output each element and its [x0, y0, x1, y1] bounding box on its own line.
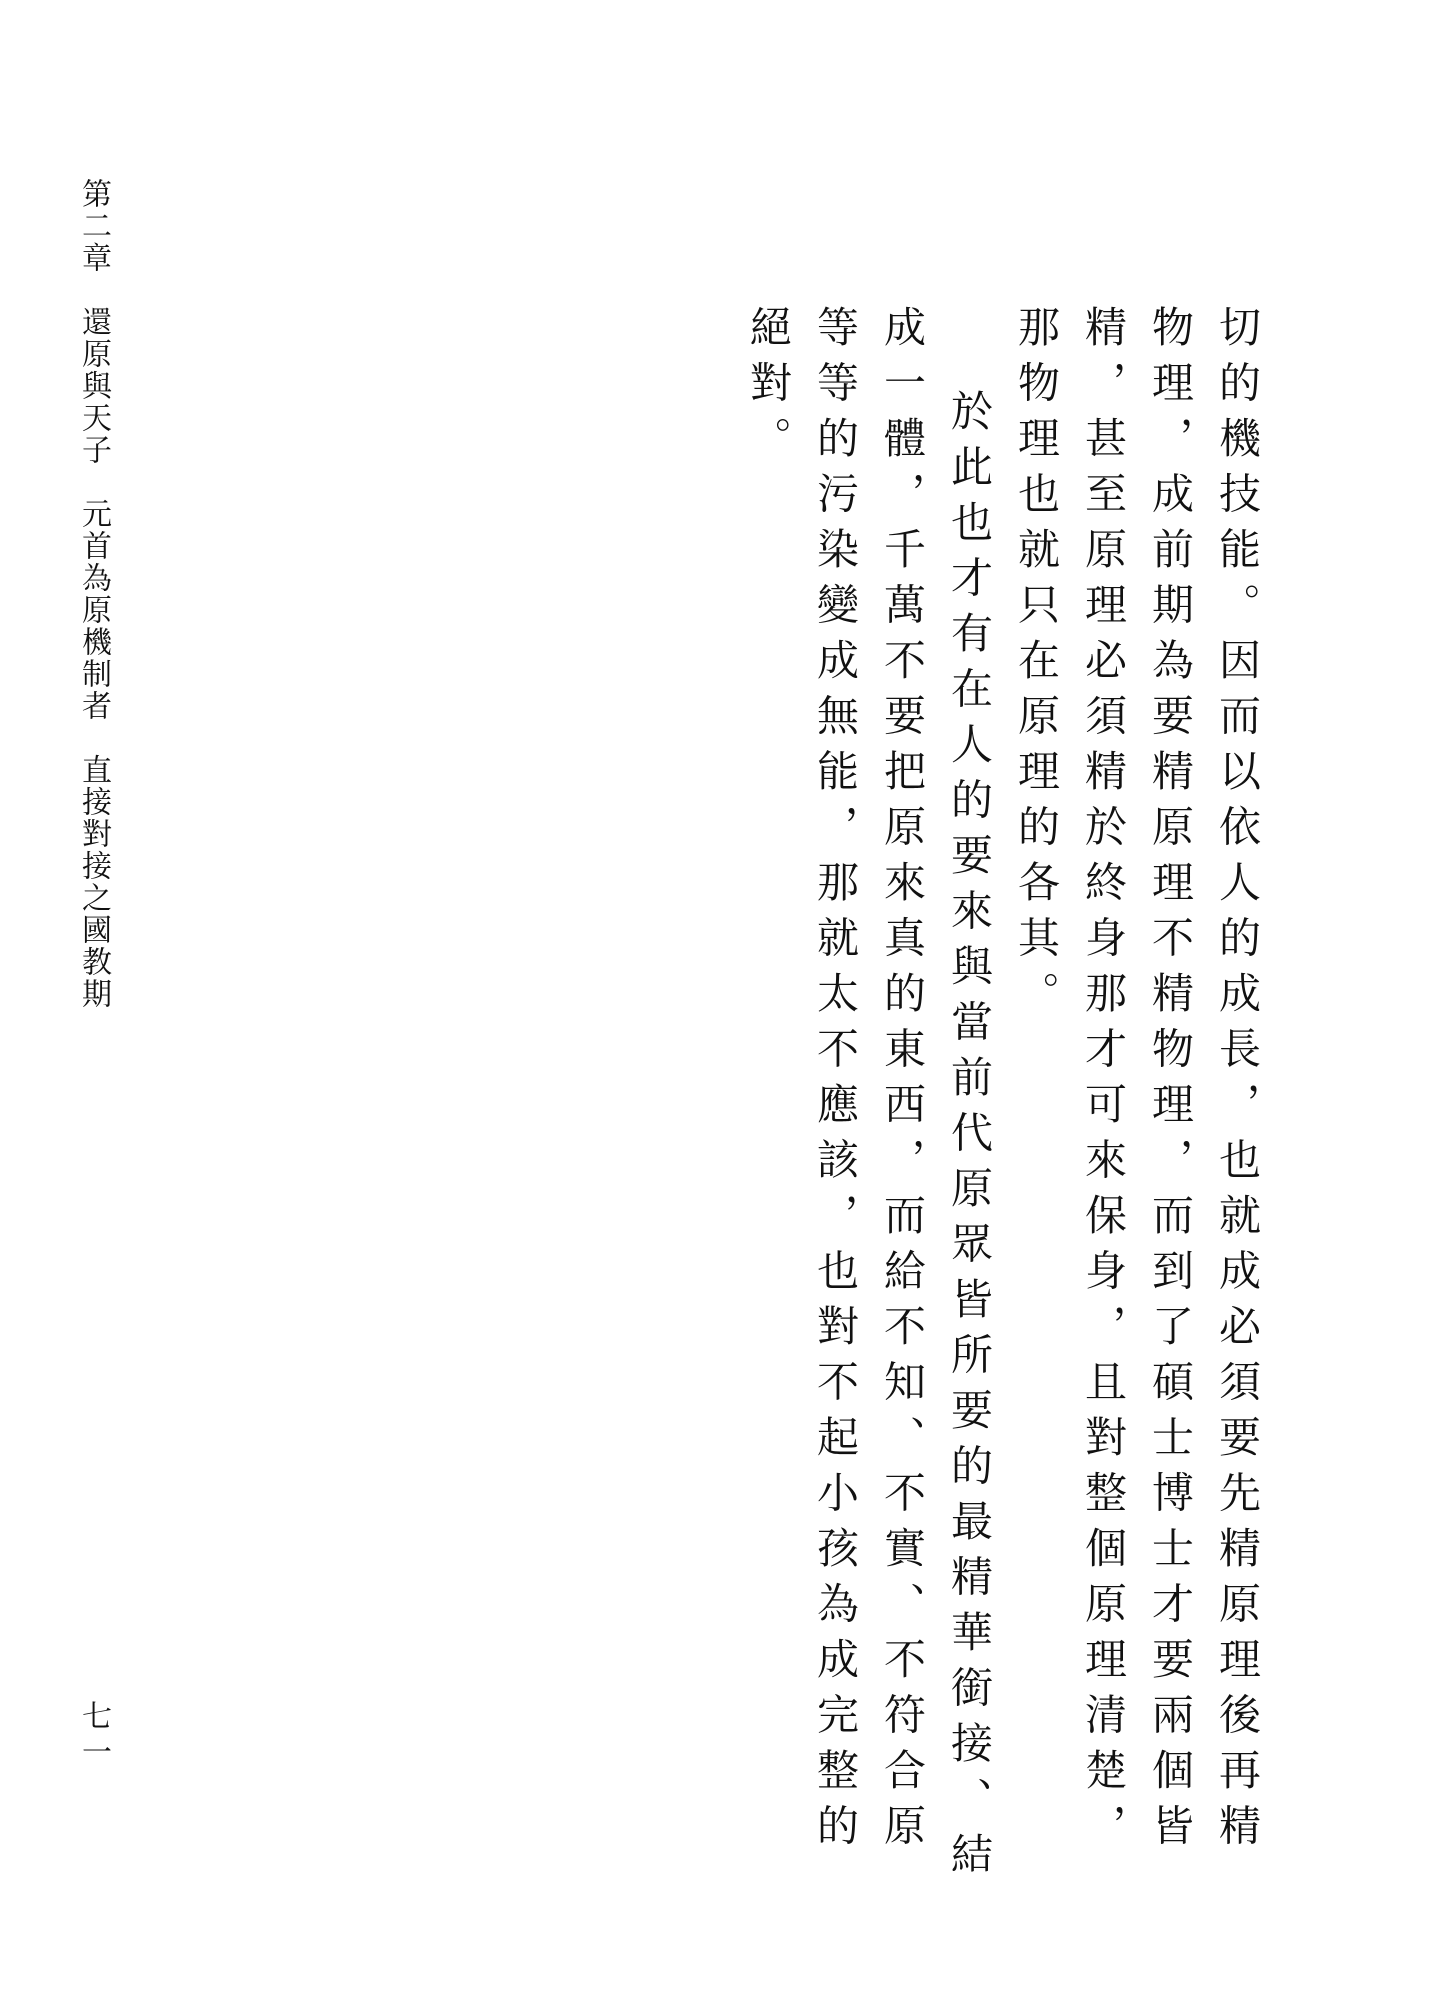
- page-number: 七一: [76, 1700, 111, 1772]
- paragraph: 於此也才有在人的要來與當前代原眾皆所要的最精華銜接、結成一體，千萬不要把原來真的東西，而給不知、不實、不符合原等等的污染變成無能，那就太不應該，也對不起小孩為成完整的絕對。: [744, 305, 994, 1888]
- paragraph: 切的機技能。因而以依人的成長，也就成必須要先精原理後再精物理，成前期為要精原理不精物理，而到了碩士博士才要兩個皆精，甚至原理必須精於終身那才可來保身，且對整個原理清楚，那物理也就只在原理的各其。: [1012, 305, 1262, 1859]
- body-text: [744, 305, 1271, 1905]
- running-head: 第二章 還原與天子 元首為原機制者 直接對接之國教期: [76, 178, 111, 1010]
